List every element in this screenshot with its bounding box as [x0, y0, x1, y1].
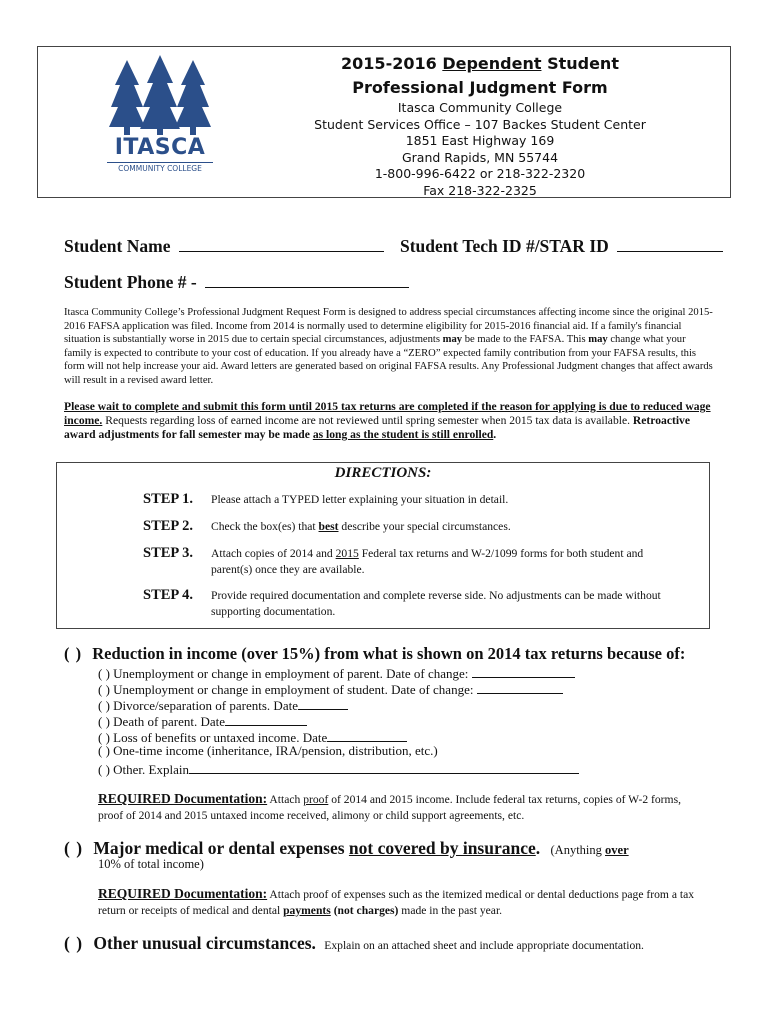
intro-text-c: change what your family is expected to contribute to your cost of education. If you already have a “ZERO” expected family contribution from your FAFSA results, this form will not help increase your aid. Award letters are generated based on original FAFSA results. Any Professional Judgment changes that affect awards will result in a revised award letter.	[64, 334, 713, 386]
req-proof: proof	[303, 793, 329, 806]
medical-title-underlined: not covered by insurance	[348, 838, 536, 858]
step-4-label: STEP 4.	[143, 587, 193, 603]
medical-note-line2: 10% of total income)	[98, 857, 204, 871]
step-1-text: Please attach a TYPED letter explaining your situation in detail.	[211, 493, 509, 506]
directions-title: DIRECTIONS:	[334, 465, 432, 481]
address-line: Student Services Office – 107 Backes Student Center	[314, 116, 646, 132]
section-income-reduction-heading	[64, 644, 685, 664]
section-other-heading	[64, 933, 644, 954]
wait-notice-bold: Please wait to complete and submit this form until 2015 tax returns are completed if the reason for applying is due to reduced wage income.	[64, 400, 711, 427]
date-line[interactable]	[472, 663, 575, 678]
student-name-label: Student Name	[64, 236, 171, 256]
item-text: ( ) One-time income (inheritance, IRA/pension, distribution, etc.)	[98, 743, 438, 758]
item-text: ( ) Other. Explain	[98, 762, 189, 777]
medical-title-a: Major medical or dental expenses	[93, 838, 349, 858]
title-dependent: Dependent	[442, 54, 542, 73]
note-over: over	[605, 843, 629, 857]
student-id-label: Student Tech ID #/STAR ID	[400, 236, 609, 256]
intro-may-1: may	[442, 334, 463, 345]
logo-subtext: COMMUNITY COLLEGE	[107, 162, 213, 173]
explain-line[interactable]	[189, 759, 579, 774]
title-student: Student	[547, 54, 619, 73]
step-3-a: Attach copies of 2014 and	[211, 547, 336, 560]
intro-text-b: be made to the FAFSA. This	[464, 334, 586, 345]
required-doc-label: REQUIRED Documentation:	[98, 886, 268, 901]
student-phone-label: Student Phone # -	[64, 272, 197, 292]
form-title-line2: Professional Judgment Form	[352, 78, 608, 97]
form-title-line1	[250, 54, 710, 73]
student-id-field	[400, 236, 723, 257]
address-line: Itasca Community College	[397, 100, 563, 115]
checkbox-item-one-time-income[interactable]	[98, 743, 438, 759]
step-2-best: best	[318, 520, 339, 533]
item-text: ( ) Loss of benefits or untaxed income. Date	[98, 730, 328, 745]
enrolled-bold: as long as the student is still enrolled	[312, 428, 494, 441]
other-circumstances-checkbox[interactable]: ( )	[64, 933, 84, 953]
intro-paragraph	[64, 306, 714, 387]
student-phone-input-line[interactable]	[205, 273, 409, 288]
step-2-a: Check the box(es) that	[211, 520, 319, 533]
student-id-input-line[interactable]	[617, 237, 723, 252]
intro-text-a: Itasca Community College’s Professional Judgment Request Form is designed to address special circumstances affecting income since the original 2015-2016 FAFSA application was filed. Income from 2014 is normally used to determine eligibility for 2015-2016 financial aid. If a family's financial situation is substantially worse in 2015 due to certain special circumstances, adjustments	[64, 307, 713, 345]
address-line: 1851 East Highway 169	[405, 133, 555, 149]
checkbox-item-other[interactable]	[98, 759, 579, 778]
income-reduction-checkbox[interactable]: ( )	[64, 644, 83, 663]
section-medical-heading	[64, 838, 629, 859]
wait-notice-text: Requests regarding loss of earned income are not reviewed until spring semester when 2015 tax data is available.	[102, 414, 633, 427]
date-line[interactable]	[327, 727, 407, 742]
title-year: 2015-2016	[341, 54, 437, 73]
college-address	[250, 100, 710, 200]
step-2-text	[211, 519, 681, 535]
address-line: Grand Rapids, MN 55744	[401, 149, 559, 165]
step-4-text: Provide required documentation and complete reverse side. No adjustments can be made without supporting documentation.	[211, 589, 661, 618]
step-3-2015: 2015	[335, 547, 359, 560]
step-1-label: STEP 1.	[143, 491, 193, 507]
wait-notice-paragraph	[64, 400, 714, 442]
step-3-text	[211, 546, 681, 577]
phone-line: 1-800-996-6422 or 218-322-2320	[374, 166, 586, 182]
income-reduction-title: Reduction in income (over 15%) from what is shown on 2014 tax returns because of:	[92, 644, 686, 663]
other-circumstances-text: Explain on an attached sheet and include appropriate documentation.	[324, 939, 644, 952]
step-2-c: describe your special circumstances.	[338, 520, 511, 533]
period: .	[493, 428, 497, 441]
req-text-c: made in the past year.	[398, 903, 503, 917]
item-text: ( ) Death of parent. Date	[98, 714, 226, 729]
req-not-charges: (not charges)	[333, 903, 399, 917]
medical-required-documentation	[98, 886, 698, 918]
req-text-a: Attach proof of expenses such as the itemized medical or dental deductions page from a tax return or receipts of medical and dental	[98, 888, 695, 917]
income-required-documentation	[98, 791, 698, 823]
req-payments: payments	[283, 903, 331, 917]
logo-text: ITASCA	[114, 135, 206, 160]
intro-may-2: may	[588, 334, 608, 345]
req-text-a: Attach	[267, 793, 304, 806]
note-text: (Anything	[550, 843, 606, 857]
step-2-label: STEP 2.	[143, 518, 193, 534]
date-line[interactable]	[298, 695, 348, 710]
item-text: ( ) Unemployment or change in employment of student. Date of change:	[98, 682, 474, 697]
fax-line: Fax 218-322-2325	[423, 182, 537, 198]
medical-checkbox[interactable]: ( )	[64, 838, 84, 858]
date-line[interactable]	[477, 679, 563, 694]
step-3-c: Federal tax returns and W-2/1099 forms for both student and parent(s) once they are available.	[211, 547, 644, 576]
student-phone-field	[64, 272, 409, 293]
step-3-label: STEP 3.	[143, 545, 193, 561]
item-text: ( ) Unemployment or change in employment of parent. Date of change:	[98, 666, 469, 681]
other-circumstances-title: Other unusual circumstances.	[93, 933, 316, 953]
itasca-logo	[105, 55, 215, 185]
medical-note	[551, 843, 629, 857]
date-line[interactable]	[225, 711, 307, 726]
req-text-b: of 2014 and 2015 income. Include federal tax returns, copies of W-2 forms, proof of 2014 and 2015 untaxed income received, alimony or child support agreements, etc.	[98, 793, 681, 822]
student-name-input-line[interactable]	[179, 237, 384, 252]
student-name-field	[64, 236, 384, 257]
medical-title-period: .	[535, 838, 541, 858]
retroactive-bold: Retroactive award adjustments for fall semester may be made	[64, 414, 690, 441]
required-doc-label: REQUIRED Documentation:	[98, 791, 268, 806]
item-text: ( ) Divorce/separation of parents. Date	[98, 698, 298, 713]
